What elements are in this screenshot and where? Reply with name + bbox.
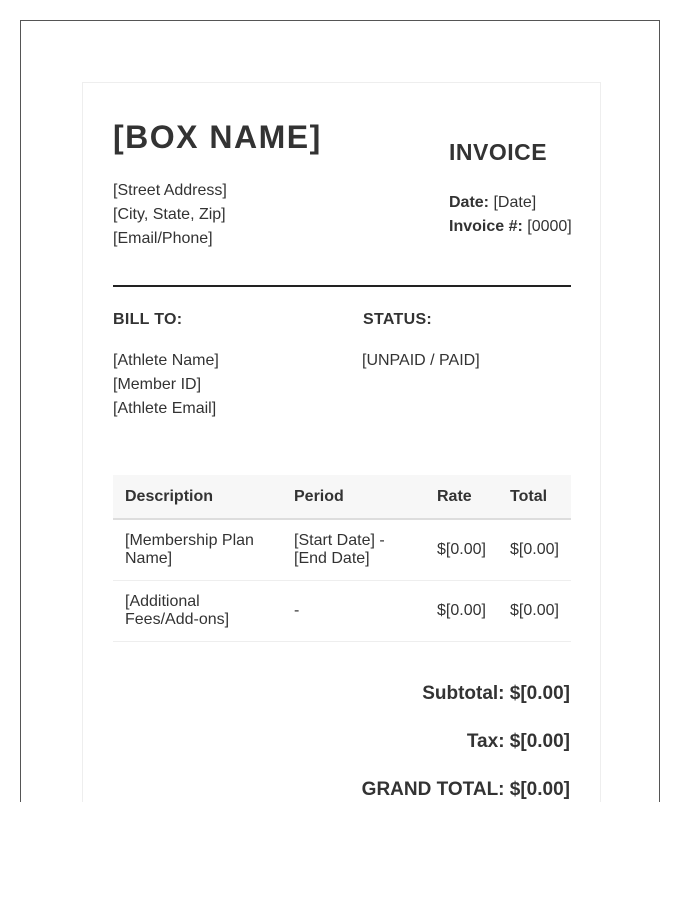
invoice-date [449, 191, 572, 215]
column-header-rate: Rate [425, 475, 498, 519]
invoice-title: INVOICE [449, 139, 548, 165]
member-id: [Member ID] [113, 376, 202, 393]
street-address: [Street Address] [113, 182, 227, 199]
cell-total: $[0.00] [498, 581, 571, 642]
column-header-total: Total [498, 475, 571, 519]
cell-description: [Additional Fees/Add-ons] [113, 581, 282, 642]
cell-period: - [282, 581, 425, 642]
athlete-name: [Athlete Name] [113, 352, 219, 369]
bill-to-details [113, 349, 219, 421]
invoice-meta [449, 191, 572, 239]
table-row [113, 581, 571, 642]
invoice-sheet [82, 82, 601, 802]
city-state-zip: [City, State, Zip] [113, 206, 226, 223]
table-row [113, 519, 571, 581]
bill-to-label: BILL TO: [113, 311, 183, 328]
column-header-period: Period [282, 475, 425, 519]
cell-period: [Start Date] - [End Date] [282, 519, 425, 581]
status-label: STATUS: [363, 311, 433, 328]
company-address [113, 179, 227, 251]
document-page [20, 20, 660, 802]
tax: Tax: $[0.00] [466, 731, 570, 752]
line-items-table [113, 475, 571, 642]
header-divider [113, 285, 571, 287]
grand-total: GRAND TOTAL: $[0.00] [361, 779, 570, 800]
column-header-description: Description [113, 475, 282, 519]
invoice-number [449, 215, 572, 239]
cell-rate: $[0.00] [425, 581, 498, 642]
company-name: [BOX NAME] [113, 119, 322, 155]
table-header-row [113, 475, 571, 519]
cell-rate: $[0.00] [425, 519, 498, 581]
athlete-email: [Athlete Email] [113, 400, 217, 417]
invoice-number-value: [0000] [527, 218, 572, 235]
invoice-number-label: Invoice #: [449, 218, 523, 235]
cell-description: [Membership Plan Name] [113, 519, 282, 581]
cell-total: $[0.00] [498, 519, 571, 581]
date-label: Date: [449, 194, 490, 211]
status-value: [UNPAID / PAID] [362, 352, 480, 369]
date-value: [Date] [493, 194, 537, 211]
email-phone: [Email/Phone] [113, 230, 213, 247]
subtotal: Subtotal: $[0.00] [422, 683, 570, 704]
